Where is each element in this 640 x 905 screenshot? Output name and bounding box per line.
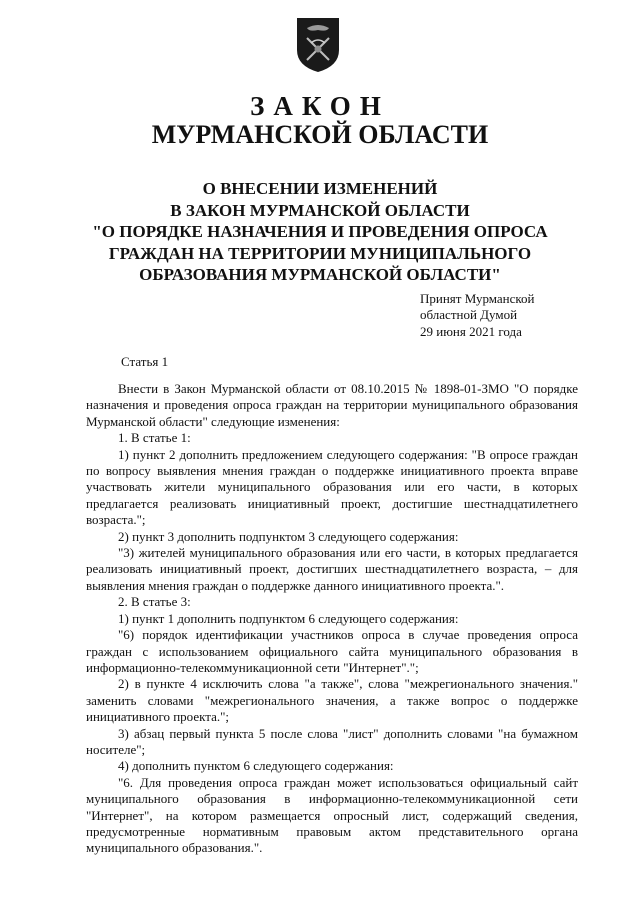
subject-line: В ЗАКОН МУРМАНСКОЙ ОБЛАСТИ bbox=[170, 200, 470, 220]
paragraph: 2. В статье 3: bbox=[118, 594, 191, 610]
coat-of-arms-icon bbox=[293, 16, 343, 74]
law-subject-title bbox=[60, 178, 580, 286]
adoption-line: Принят Мурманской bbox=[420, 291, 535, 306]
subject-line: ОБРАЗОВАНИЯ МУРМАНСКОЙ ОБЛАСТИ" bbox=[139, 265, 501, 284]
article-body bbox=[86, 381, 578, 857]
subject-line: ГРАЖДАН НА ТЕРРИТОРИИ МУНИЦИПАЛЬНОГО bbox=[108, 243, 532, 263]
adoption-date: 29 июня 2021 года bbox=[420, 323, 522, 339]
subject-line: "О ПОРЯДКЕ НАЗНАЧЕНИЯ И ПРОВЕДЕНИЯ ОПРОСА bbox=[92, 222, 548, 241]
paragraph: Внести в Закон Мурманской области от 08.10.2015 № 1898-01-ЗМО "О порядке назначения и проведения опроса граждан на территории муниципального образования Мурманской области" следующие изменения: bbox=[86, 381, 578, 429]
paragraph: 3) абзац первый пункта 5 после слова "лист" дополнить словами "на бумажном носителе"; bbox=[86, 725, 578, 757]
paragraph: 4) дополнить пунктом 6 следующего содержания: bbox=[118, 758, 394, 774]
paragraph: "3) жителей муниципального образования или его части, в которых предлагается реализовать инициативный проект, достигших шестнадцатилетнего возраста, – для выявления мнения граждан о поддержке данного инициативного проекта.". bbox=[86, 545, 578, 593]
article-heading: Статья 1 bbox=[121, 354, 169, 369]
law-title-region: МУРМАНСКОЙ ОБЛАСТИ bbox=[151, 120, 489, 149]
paragraph: 2) в пункте 4 исключить слова "а также", слова "межрегионального значения." заменить словами "межрегионального значения, а также вопрос о поддержке инициативного проекта."; bbox=[86, 676, 578, 725]
paragraph: "6) порядок идентификации участников опроса в случае проведения опроса граждан с использованием официального сайта муниципального образования в информационно-телекоммуникационной сети "Интернет"."; bbox=[86, 627, 578, 675]
paragraph: 1) пункт 2 дополнить предложением следующего содержания: "В опросе граждан по вопросу выявления мнения граждан о поддержке инициативного проекта вправе участвовать жители муниципального образования или его части, в которых предлагается реализовать инициативный проект, достигшие шестнадцатилетнего возраста."; bbox=[86, 446, 578, 528]
paragraph: 2) пункт 3 дополнить подпунктом 3 следующего содержания: bbox=[118, 528, 459, 544]
paragraph: 1. В статье 1: bbox=[118, 430, 191, 446]
adoption-note bbox=[420, 291, 535, 340]
subject-line: О ВНЕСЕНИИ ИЗМЕНЕНИЙ bbox=[202, 179, 438, 198]
law-title-word: ЗАКОН bbox=[250, 91, 390, 121]
paragraph: 1) пункт 1 дополнить подпунктом 6 следующего содержания: bbox=[118, 610, 459, 626]
adoption-line: областной Думой bbox=[420, 307, 518, 323]
paragraph: "6. Для проведения опроса граждан может использоваться официальный сайт муниципального образования в информационно-телекоммуникационной сети "Интернет", на котором размещается опросный лист, содержащий сведения, предусмотренные нормативным правовым актом представительного органа муниципального образования.". bbox=[86, 774, 578, 856]
